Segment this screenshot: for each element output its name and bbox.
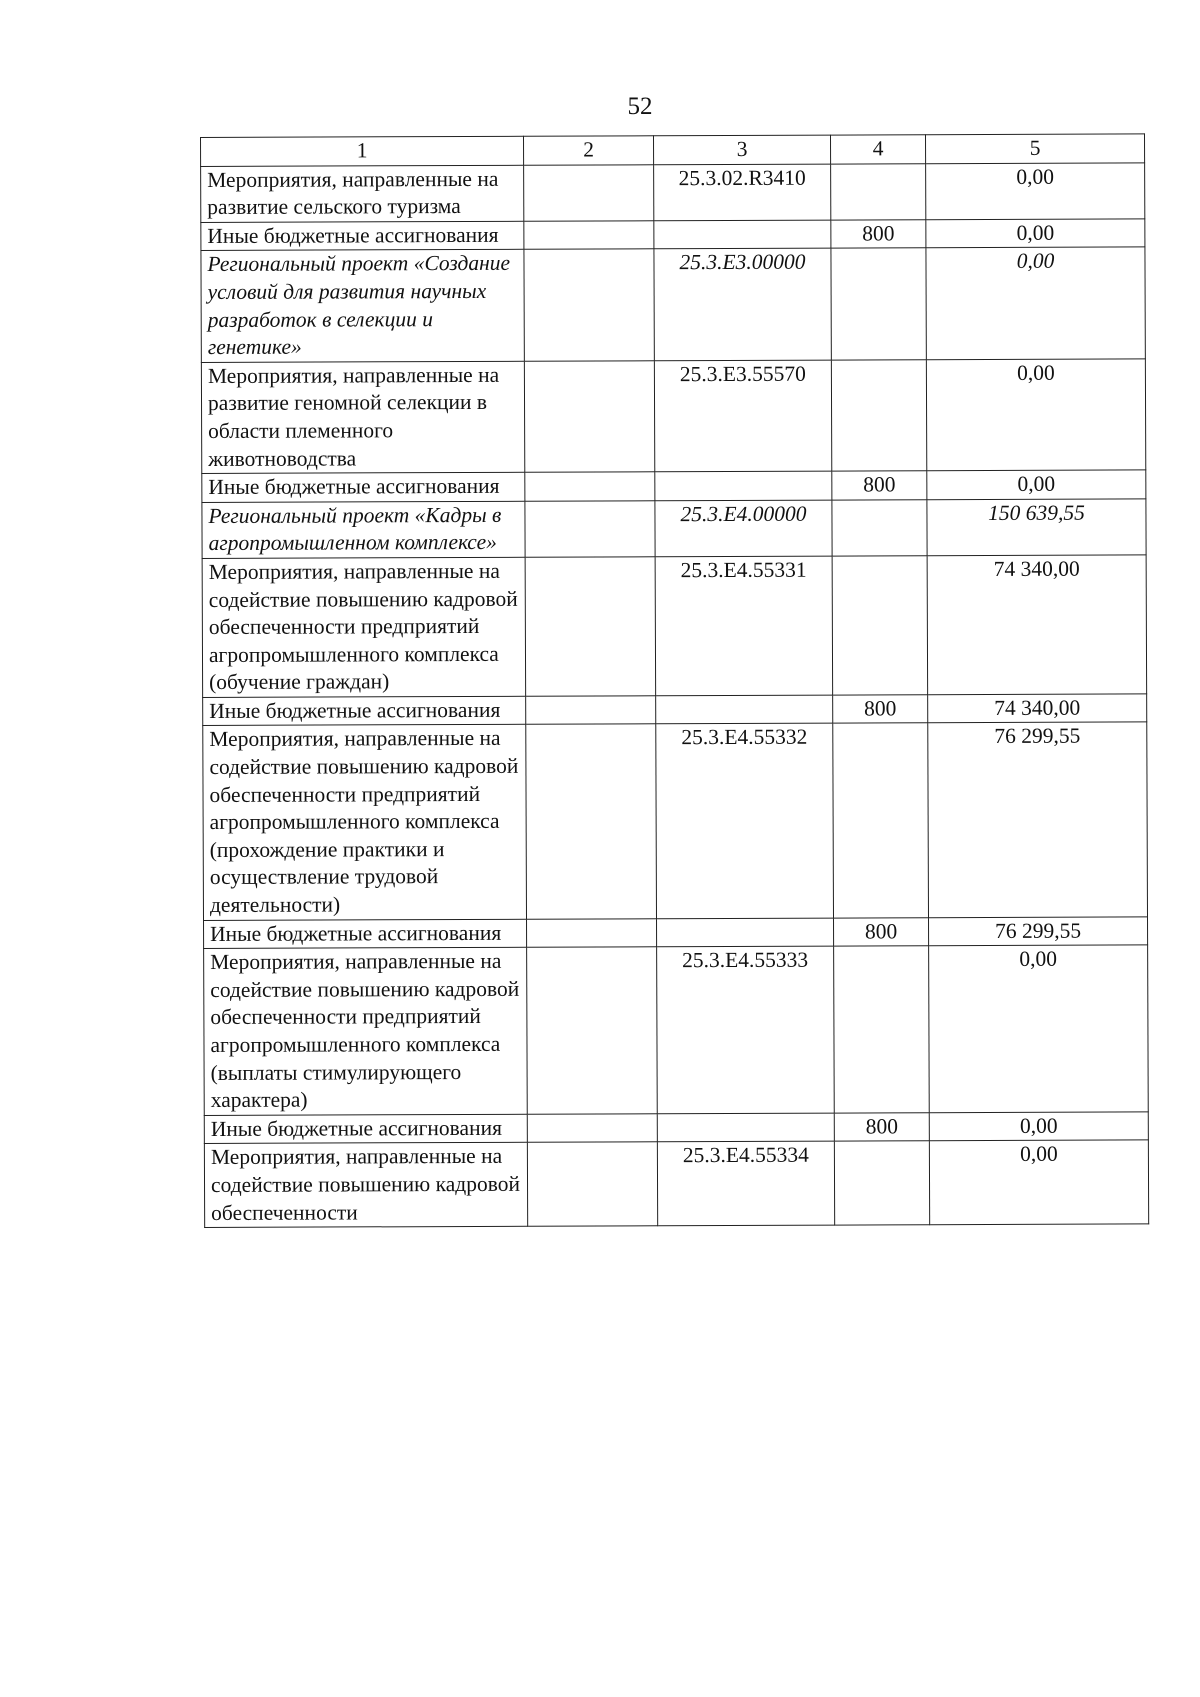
column-header-1: 1	[201, 136, 524, 166]
row-col2-cell	[527, 918, 657, 947]
row-name-cell: Региональный проект «Кадры в агропромышленном комплексе»	[202, 501, 525, 558]
row-col2-cell	[525, 557, 656, 696]
row-col2-cell	[525, 472, 655, 501]
row-code-cell	[654, 220, 831, 249]
row-expense-type-cell: 800	[834, 917, 929, 946]
row-col2-cell	[527, 1142, 657, 1226]
budget-table	[200, 133, 1149, 1228]
row-name-cell: Иные бюджетные ассигнования	[201, 221, 524, 251]
row-col2-cell	[524, 249, 654, 361]
row-expense-type-cell	[831, 359, 926, 471]
row-code-cell: 25.3.E3.55570	[654, 360, 831, 472]
page-number: 52	[627, 93, 653, 120]
table-row	[204, 945, 1149, 1115]
table-row	[201, 162, 1145, 222]
row-col2-cell	[527, 1114, 657, 1143]
row-col2-cell	[527, 947, 658, 1114]
row-code-cell: 25.3.02.R3410	[654, 164, 831, 221]
row-col2-cell	[524, 164, 654, 221]
row-name-cell: Мероприятия, направленные на содействие повышению кадровой обеспеченности предприятий агропромышленного комплекса (прохождение практики и осуществление трудовой деятельности)	[203, 725, 527, 920]
row-col2-cell	[525, 500, 655, 557]
table-header-row	[201, 134, 1145, 166]
row-name-cell: Мероприятия, направленные на развитие геномной селекции в области племенного животноводства	[201, 361, 524, 474]
row-amount-cell: 0,00	[926, 219, 1145, 248]
row-expense-type-cell	[834, 946, 930, 1113]
row-expense-type-cell	[832, 556, 928, 695]
column-header-4: 4	[830, 135, 925, 164]
table-row	[203, 722, 1148, 920]
row-code-cell: 25.3.E4.00000	[655, 500, 832, 557]
row-amount-cell: 0,00	[929, 945, 1149, 1112]
row-amount-cell: 74 340,00	[928, 694, 1147, 723]
row-code-cell	[657, 918, 834, 947]
table-row	[204, 1112, 1148, 1144]
row-expense-type-cell	[831, 248, 926, 360]
column-header-5: 5	[925, 134, 1144, 163]
row-expense-type-cell	[832, 499, 927, 556]
row-code-cell	[657, 1113, 834, 1142]
row-amount-cell: 0,00	[929, 1112, 1148, 1141]
table-row	[201, 359, 1145, 474]
row-code-cell: 25.3.E4.55333	[657, 946, 835, 1113]
row-amount-cell: 0,00	[927, 470, 1146, 499]
row-expense-type-cell	[834, 1141, 929, 1225]
row-expense-type-cell	[831, 163, 926, 220]
row-code-cell: 25.3.E3.00000	[654, 248, 831, 360]
table-row	[203, 694, 1147, 726]
row-expense-type-cell: 800	[831, 219, 926, 248]
row-name-cell: Иные бюджетные ассигнования	[202, 472, 525, 502]
row-code-cell: 25.3.E4.55331	[655, 556, 833, 696]
row-amount-cell: 76 299,55	[928, 722, 1148, 917]
row-col2-cell	[524, 221, 654, 250]
table-row	[204, 1140, 1148, 1227]
row-amount-cell: 74 340,00	[927, 555, 1147, 695]
row-code-cell: 25.3.E4.55334	[657, 1141, 834, 1225]
row-expense-type-cell: 800	[834, 1112, 929, 1141]
table-row	[202, 499, 1146, 559]
table-row	[202, 555, 1147, 698]
row-col2-cell	[524, 361, 654, 473]
row-expense-type-cell	[833, 723, 929, 918]
table-row	[201, 219, 1145, 251]
row-code-cell	[655, 471, 832, 500]
row-name-cell: Мероприятия, направленные на развитие сельского туризма	[201, 165, 524, 222]
row-name-cell: Иные бюджетные ассигнования	[204, 919, 527, 949]
row-col2-cell	[526, 696, 656, 725]
row-name-cell: Региональный проект «Создание условий для развития научных разработок в селекции и генетике»	[201, 250, 524, 363]
row-expense-type-cell: 800	[832, 471, 927, 500]
table-row	[201, 247, 1145, 362]
row-name-cell: Мероприятия, направленные на содействие повышению кадровой обеспеченности	[204, 1143, 527, 1228]
row-amount-cell: 76 299,55	[929, 916, 1148, 945]
column-header-2: 2	[523, 136, 653, 165]
row-expense-type-cell: 800	[833, 695, 928, 724]
row-col2-cell	[526, 724, 657, 919]
row-name-cell: Мероприятия, направленные на содействие повышению кадровой обеспеченности предприятий агропромышленного комплекса (обучение граждан)	[202, 557, 526, 697]
column-header-3: 3	[653, 135, 830, 164]
row-code-cell	[656, 695, 833, 724]
row-amount-cell: 0,00	[926, 247, 1145, 359]
row-name-cell: Иные бюджетные ассигнования	[203, 696, 526, 726]
row-amount-cell: 0,00	[926, 162, 1145, 219]
table-row	[202, 470, 1146, 502]
row-name-cell: Мероприятия, направленные на содействие повышению кадровой обеспеченности предприятий агропромышленного комплекса (выплаты стимулирующего характера)	[204, 947, 528, 1115]
table-body	[201, 162, 1149, 1227]
row-amount-cell: 0,00	[926, 359, 1145, 471]
row-amount-cell: 0,00	[929, 1140, 1148, 1225]
table-row	[204, 916, 1148, 948]
row-name-cell: Иные бюджетные ассигнования	[204, 1114, 527, 1144]
row-amount-cell: 150 639,55	[927, 499, 1146, 556]
row-code-cell: 25.3.E4.55332	[656, 724, 834, 919]
